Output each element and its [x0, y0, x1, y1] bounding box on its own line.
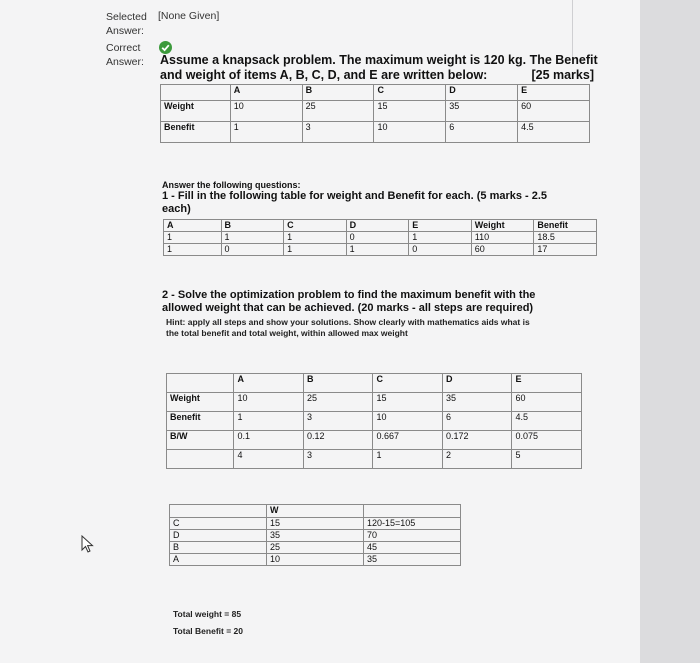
- table-cell: 110: [471, 232, 534, 244]
- table-cell: 4.5: [512, 412, 582, 431]
- table-cell: 6: [442, 412, 512, 431]
- table-header-cell: E: [409, 220, 472, 232]
- table-header-cell: E: [518, 85, 590, 101]
- table-cell: [167, 450, 234, 469]
- part2-question: [162, 289, 602, 315]
- table-cell: 10: [230, 101, 302, 122]
- table-cell: 3: [302, 122, 374, 143]
- divider: [572, 0, 573, 60]
- table-row: [170, 542, 461, 554]
- table-header-cell: A: [164, 220, 222, 232]
- table-cell: 35: [442, 393, 512, 412]
- table-header-cell: C: [284, 220, 347, 232]
- table-cell: Weight: [161, 101, 231, 122]
- part2-hint-line1: Hint: apply all steps and show your solutions. Show clearly with mathematics aids what is: [166, 317, 530, 327]
- table-cell: 35: [364, 554, 461, 566]
- table-header-cell: A: [234, 374, 304, 393]
- table-cell: 120-15=105: [364, 518, 461, 530]
- table-cell: 17: [534, 244, 597, 256]
- table-cell: 2: [442, 450, 512, 469]
- table-cell: 5: [512, 450, 582, 469]
- table-header-cell: C: [374, 85, 446, 101]
- table-header-row: [167, 374, 582, 393]
- table-cell: 1: [373, 450, 443, 469]
- ratio-table: [166, 373, 582, 469]
- table-cell: 10: [373, 412, 443, 431]
- part1-intro: Answer the following questions:: [162, 180, 301, 190]
- table-header-cell: [170, 505, 267, 518]
- table-row: [167, 450, 582, 469]
- table-cell: 60: [512, 393, 582, 412]
- part2-line1: 2 - Solve the optimization problem to find the maximum benefit with the: [162, 289, 536, 301]
- table-row: [164, 244, 597, 256]
- table-cell: Weight: [167, 393, 234, 412]
- table-cell: 15: [373, 393, 443, 412]
- table-cell: 0.667: [373, 431, 443, 450]
- table-cell: 1: [284, 232, 347, 244]
- table-cell: 10: [267, 554, 364, 566]
- table-cell: A: [170, 554, 267, 566]
- table-row: [164, 232, 597, 244]
- table-cell: 4.5: [518, 122, 590, 143]
- table-header-cell: A: [230, 85, 302, 101]
- table-header-row: [161, 85, 590, 101]
- table-cell: 3: [303, 412, 373, 431]
- table-cell: C: [170, 518, 267, 530]
- solutions-table: [163, 219, 597, 256]
- table-cell: 60: [518, 101, 590, 122]
- table-header-cell: D: [346, 220, 409, 232]
- table-header-cell: C: [373, 374, 443, 393]
- table-header-cell: Weight: [471, 220, 534, 232]
- table-header-cell: Benefit: [534, 220, 597, 232]
- total-benefit: Total Benefit = 20: [173, 626, 243, 636]
- question-title-line2: and weight of items A, B, C, D, and E are written below:: [160, 68, 488, 82]
- table-header-cell: D: [442, 374, 512, 393]
- table-cell: 1: [230, 122, 302, 143]
- table-row: [170, 518, 461, 530]
- table-cell: 18.5: [534, 232, 597, 244]
- table-header-row: [170, 505, 461, 518]
- table-cell: 1: [164, 232, 222, 244]
- background-edge: [640, 0, 700, 663]
- table-row: [170, 530, 461, 542]
- selected-answer-label: Selected Answer:: [106, 11, 147, 37]
- table-header-cell: [167, 374, 234, 393]
- table-cell: 25: [303, 393, 373, 412]
- table-cell: 60: [471, 244, 534, 256]
- table-cell: 0.172: [442, 431, 512, 450]
- greedy-table: [169, 504, 461, 566]
- table-cell: 0: [409, 244, 472, 256]
- table-cell: 1: [221, 232, 284, 244]
- correct-answer-label: Correct Answer:: [106, 42, 144, 68]
- table-cell: 25: [302, 101, 374, 122]
- table-cell: 0.1: [234, 431, 304, 450]
- table-header-row: [164, 220, 597, 232]
- part1-line2: each): [162, 203, 191, 215]
- table-cell: 0.075: [512, 431, 582, 450]
- table-cell: 1: [234, 412, 304, 431]
- table-cell: 10: [234, 393, 304, 412]
- table-header-cell: B: [302, 85, 374, 101]
- part2-hint: [166, 317, 606, 339]
- table-cell: 70: [364, 530, 461, 542]
- table-cell: 0: [221, 244, 284, 256]
- table-row: [167, 393, 582, 412]
- table-cell: B/W: [167, 431, 234, 450]
- table-cell: 1: [409, 232, 472, 244]
- table-cell: B: [170, 542, 267, 554]
- table-cell: 45: [364, 542, 461, 554]
- table-cell: 35: [446, 101, 518, 122]
- table-header-cell: B: [303, 374, 373, 393]
- table-row: [161, 122, 590, 143]
- total-weight: Total weight = 85: [173, 609, 242, 619]
- question-marks: [25 marks]: [531, 68, 594, 82]
- table-cell: 15: [267, 518, 364, 530]
- table-cell: 3: [303, 450, 373, 469]
- table-row: [167, 412, 582, 431]
- table-cell: 6: [446, 122, 518, 143]
- table-cell: 1: [346, 244, 409, 256]
- table-cell: 15: [374, 101, 446, 122]
- question-title: [160, 53, 600, 83]
- part1-question: [162, 190, 602, 216]
- table-row: [170, 554, 461, 566]
- table-cell: 0: [346, 232, 409, 244]
- table-cell: 25: [267, 542, 364, 554]
- table-row: [161, 101, 590, 122]
- table-header-cell: [364, 505, 461, 518]
- table-header-cell: B: [221, 220, 284, 232]
- table-cell: D: [170, 530, 267, 542]
- table-cell: 4: [234, 450, 304, 469]
- part1-line1: 1 - Fill in the following table for weight and Benefit for each. (5 marks - 2.5: [162, 190, 548, 202]
- table-row: [167, 431, 582, 450]
- selected-answer-value: [None Given]: [158, 10, 220, 22]
- part2-line2: allowed weight that can be achieved. (20 marks - all steps are required): [162, 302, 534, 314]
- table-cell: Benefit: [167, 412, 234, 431]
- table-header-cell: W: [267, 505, 364, 518]
- question-title-line1: Assume a knapsack problem. The maximum weight is 120 kg. The Benefit: [160, 53, 598, 67]
- table-header-cell: D: [446, 85, 518, 101]
- table-header-cell: [161, 85, 231, 101]
- mouse-cursor-icon: [80, 535, 96, 560]
- table-cell: 0.12: [303, 431, 373, 450]
- table-cell: 1: [164, 244, 222, 256]
- table-cell: 35: [267, 530, 364, 542]
- part2-hint-line2: the total benefit and total weight, within allowed max weight: [166, 328, 408, 338]
- items-table: [160, 84, 590, 143]
- table-cell: Benefit: [161, 122, 231, 143]
- table-header-cell: E: [512, 374, 582, 393]
- table-cell: 1: [284, 244, 347, 256]
- table-cell: 10: [374, 122, 446, 143]
